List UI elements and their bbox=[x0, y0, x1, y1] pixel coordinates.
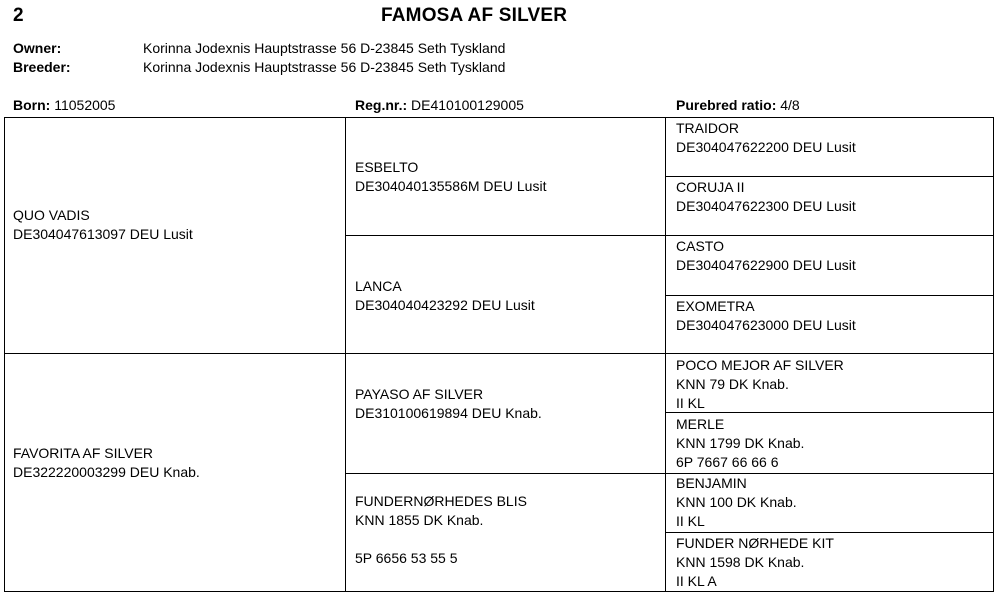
dam-name: FAVORITA AF SILVER bbox=[13, 445, 154, 461]
born-info bbox=[13, 97, 115, 113]
dd-dam-name: FUNDER NØRHEDE KIT bbox=[676, 535, 834, 551]
dam-dam-extra: 5P 6656 53 55 5 bbox=[355, 550, 458, 566]
sire-name: QUO VADIS bbox=[13, 207, 90, 223]
dam-cell bbox=[13, 444, 200, 482]
ds-dam-cell bbox=[676, 415, 804, 472]
ds-sire-name: POCO MEJOR AF SILVER bbox=[676, 357, 844, 373]
dam-dam-name: FUNDERNØRHEDES BLIS bbox=[355, 493, 527, 509]
pedigree-divider bbox=[345, 235, 993, 236]
dd-sire-extra: II KL bbox=[676, 513, 705, 529]
reg-info bbox=[355, 97, 524, 113]
dd-dam-cell bbox=[676, 534, 834, 591]
born-label: Born: bbox=[13, 97, 51, 113]
pedigree-table bbox=[4, 117, 994, 592]
sd-sire-name: CASTO bbox=[676, 238, 724, 254]
sd-dam-reg: DE304047623000 DEU Lusit bbox=[676, 317, 856, 333]
sire-dam-cell bbox=[355, 277, 535, 315]
dam-sire-name: PAYASO AF SILVER bbox=[355, 386, 484, 402]
owner-value: Korinna Jodexnis Hauptstrasse 56 D-23845 Seth Tyskland bbox=[143, 40, 506, 56]
pedigree-divider bbox=[5, 353, 993, 354]
ds-sire-cell bbox=[676, 356, 844, 413]
pedigree-divider bbox=[665, 118, 666, 591]
catalog-number: 2 bbox=[13, 5, 24, 26]
dam-sire-reg: DE310100619894 DEU Knab. bbox=[355, 405, 542, 421]
ss-sire-name: TRAIDOR bbox=[676, 120, 739, 136]
ds-dam-name: MERLE bbox=[676, 416, 725, 432]
ds-sire-extra: II KL bbox=[676, 395, 705, 411]
sd-dam-name: EXOMETRA bbox=[676, 298, 755, 314]
breeder-value: Korinna Jodexnis Hauptstrasse 56 D-23845 Seth Tyskland bbox=[143, 59, 506, 75]
ss-sire-reg: DE304047622200 DEU Lusit bbox=[676, 139, 856, 155]
purebred-info bbox=[676, 97, 800, 113]
sire-sire-reg: DE304040135586M DEU Lusit bbox=[355, 178, 547, 194]
dd-sire-cell bbox=[676, 474, 797, 531]
breeder-label: Breeder: bbox=[13, 59, 71, 75]
dd-dam-reg: KNN 1598 DK Knab. bbox=[676, 554, 805, 570]
ss-dam-reg: DE304047622300 DEU Lusit bbox=[676, 198, 856, 214]
purebred-value: 4/8 bbox=[780, 97, 800, 113]
dam-dam-reg: KNN 1855 DK Knab. bbox=[355, 512, 484, 528]
pedigree-divider bbox=[345, 473, 993, 474]
purebred-label: Purebred ratio: bbox=[676, 97, 777, 113]
ss-dam-cell bbox=[676, 178, 856, 216]
pedigree-divider bbox=[665, 176, 993, 177]
sire-sire-name: ESBELTO bbox=[355, 159, 419, 175]
dam-sire-cell bbox=[355, 385, 542, 423]
dam-dam-cell bbox=[355, 492, 527, 568]
ds-sire-reg: KNN 79 DK Knab. bbox=[676, 376, 789, 392]
horse-title: FAMOSA AF SILVER bbox=[381, 5, 568, 26]
sire-cell bbox=[13, 206, 193, 244]
dam-reg: DE322220003299 DEU Knab. bbox=[13, 464, 200, 480]
sire-sire-cell bbox=[355, 158, 546, 196]
ds-dam-reg: KNN 1799 DK Knab. bbox=[676, 435, 805, 451]
born-value: 11052005 bbox=[54, 97, 116, 113]
reg-label: Reg.nr.: bbox=[355, 97, 408, 113]
dd-sire-name: BENJAMIN bbox=[676, 475, 747, 491]
pedigree-divider bbox=[665, 295, 993, 296]
ss-sire-cell bbox=[676, 119, 856, 157]
dd-dam-extra: II KL A bbox=[676, 573, 717, 589]
ss-dam-name: CORUJA II bbox=[676, 179, 745, 195]
dd-sire-reg: KNN 100 DK Knab. bbox=[676, 494, 797, 510]
sd-sire-cell bbox=[676, 237, 856, 275]
pedigree-divider bbox=[345, 118, 346, 591]
owner-label: Owner: bbox=[13, 40, 62, 56]
sire-dam-name: LANCA bbox=[355, 278, 402, 294]
sd-dam-cell bbox=[676, 297, 856, 335]
sd-sire-reg: DE304047622900 DEU Lusit bbox=[676, 257, 856, 273]
ds-dam-extra: 6P 7667 66 66 6 bbox=[676, 454, 779, 470]
reg-value: DE410100129005 bbox=[411, 97, 524, 113]
pedigree-divider bbox=[665, 532, 993, 533]
sire-reg: DE304047613097 DEU Lusit bbox=[13, 226, 193, 242]
sire-dam-reg: DE304040423292 DEU Lusit bbox=[355, 297, 535, 313]
